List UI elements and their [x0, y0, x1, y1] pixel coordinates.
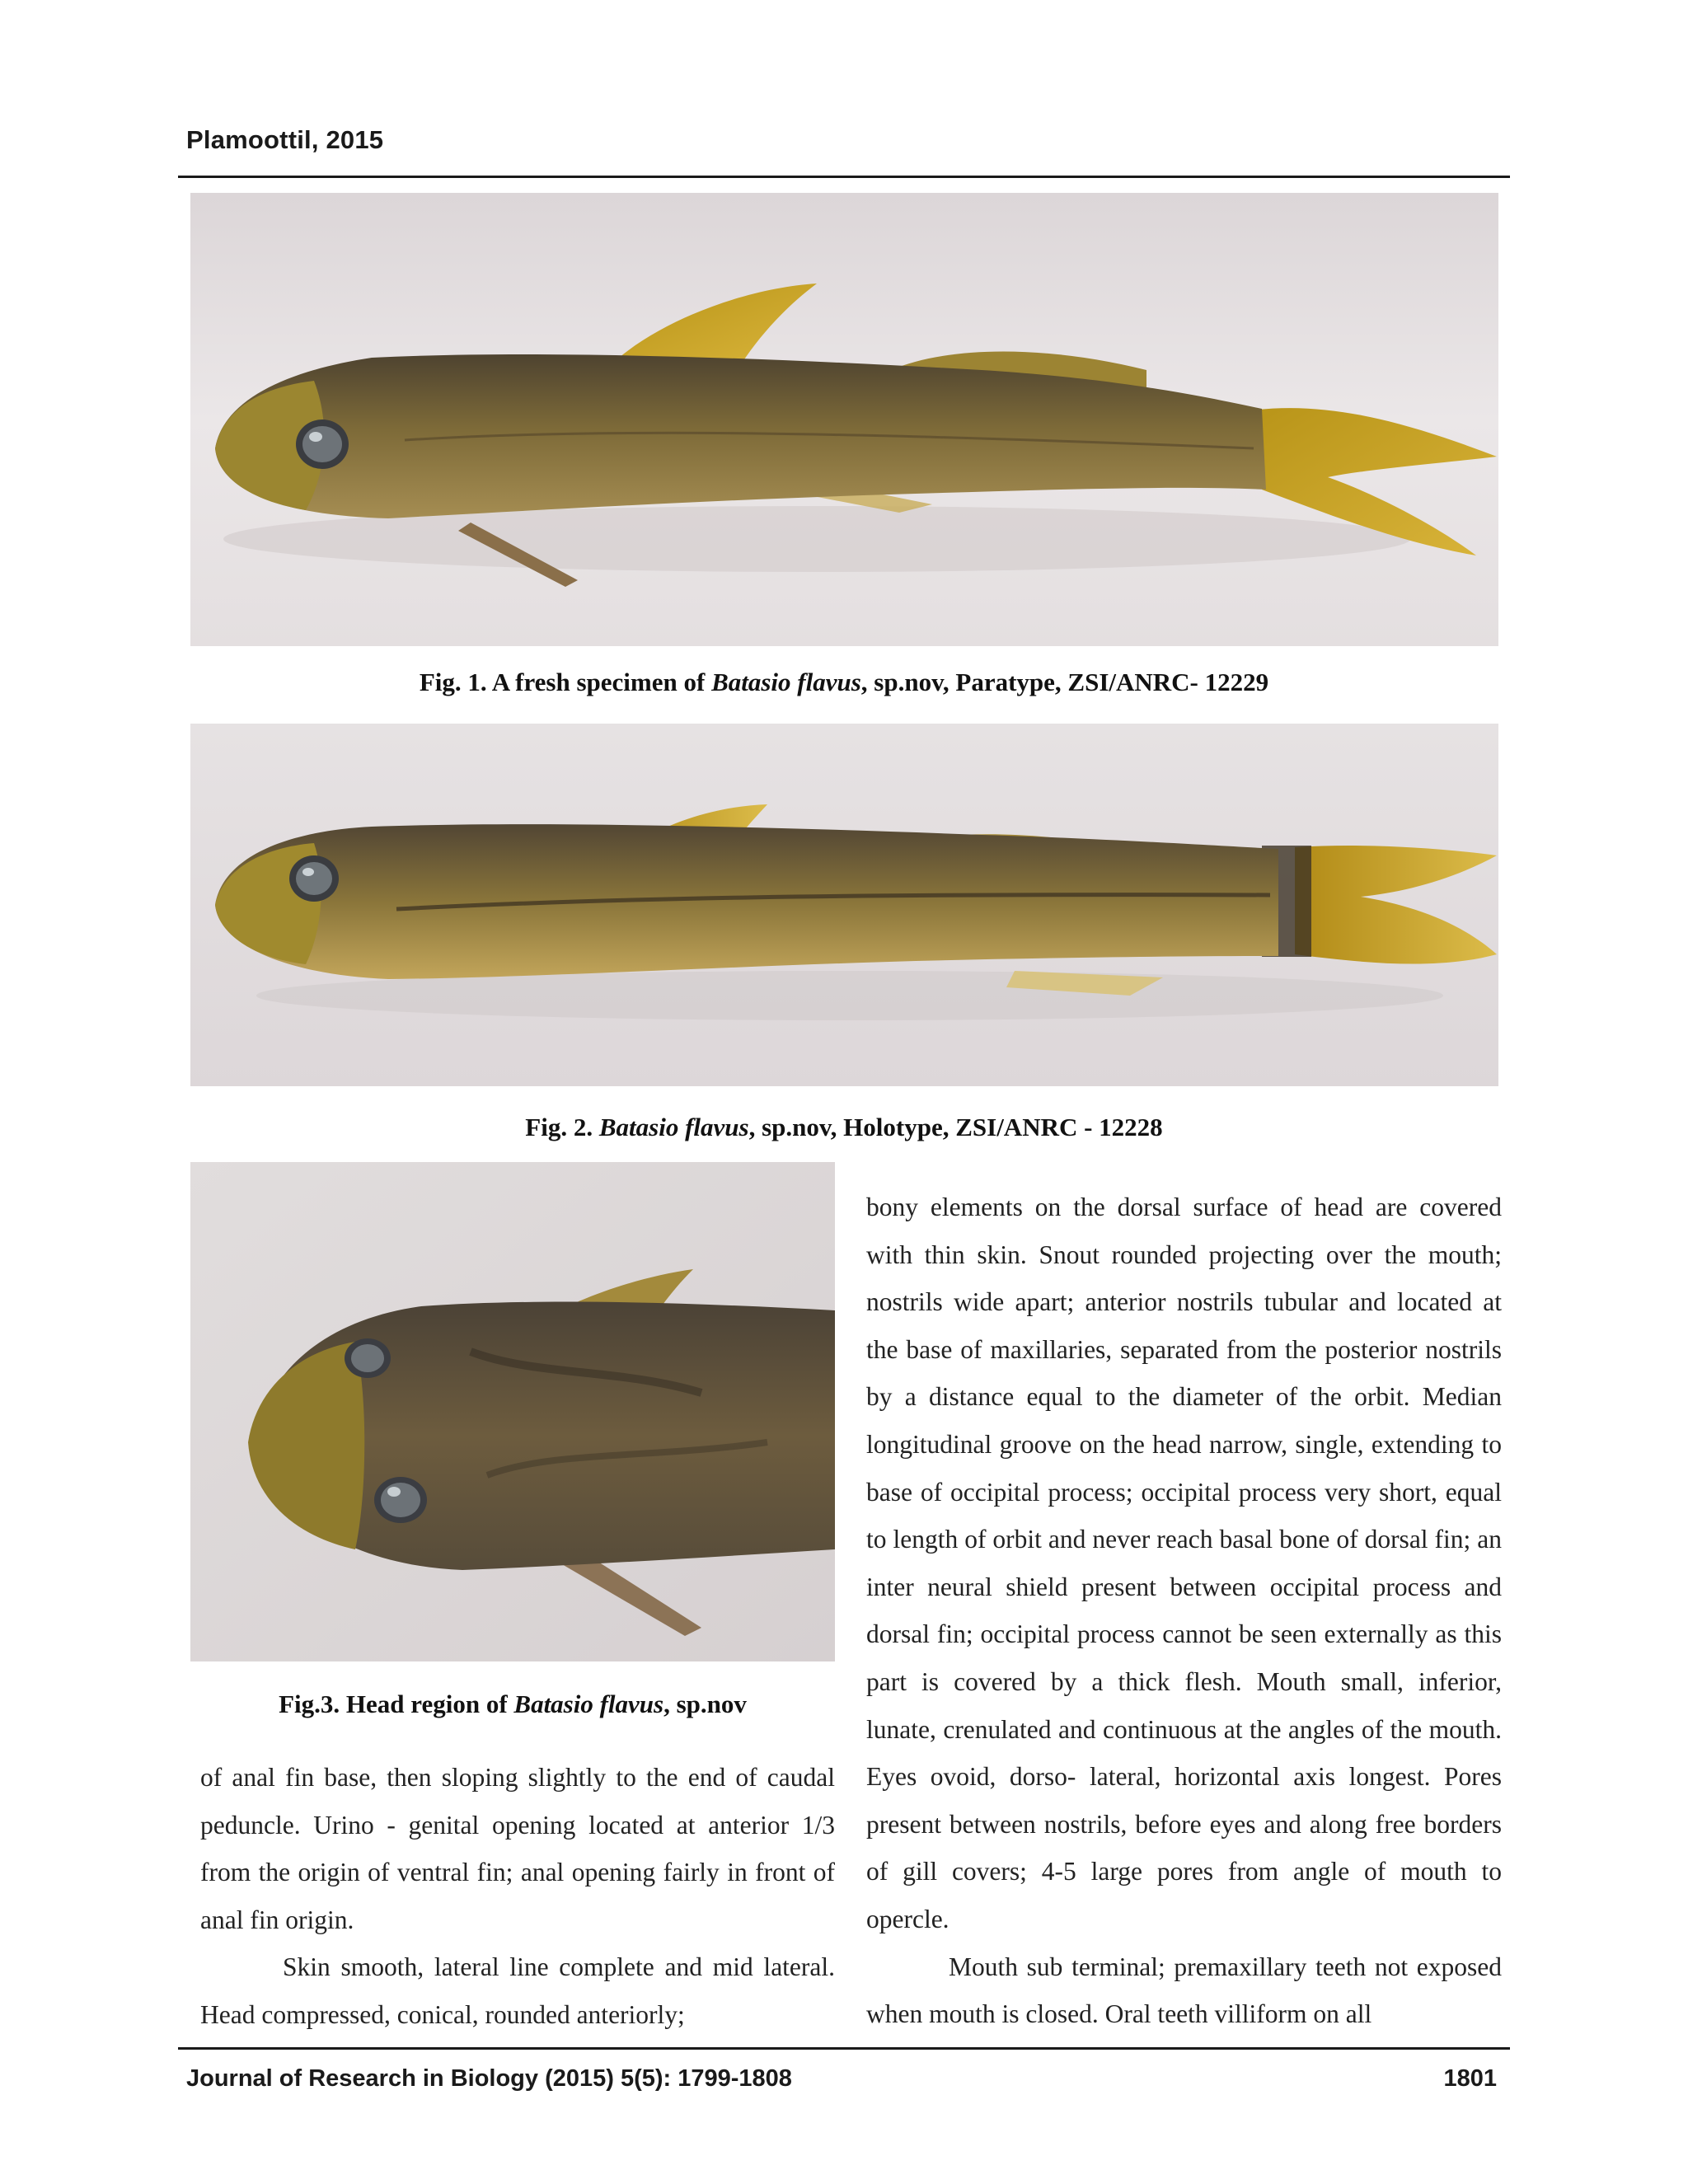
figure-1-photo — [190, 193, 1498, 646]
right-column — [866, 1183, 1502, 2038]
figure-2-photo — [190, 724, 1498, 1086]
paragraph: Skin smooth, lateral line complete and mid lateral. Head compressed, conical, rounded anteriorly; — [200, 1952, 835, 2029]
figure-3-species: Batasio flavus — [513, 1690, 664, 1718]
paragraph: bony elements on the dorsal surface of head are covered with thin skin. Snout rounded projecting over the mouth; nostrils wide apart; anterior nostrils tubular and located at the base of maxillaries, separated from the posterior nostrils by a distance equal to the diameter of the orbit. Median longitudinal groove on the head narrow, single, extending to base of occipital process; occipital process very short, equal to length of orbit and never reach basal bone of dorsal fin; an inter neural shield present between occipital process and dorsal fin; occipital process cannot be seen externally as this part is covered by a thick flesh. Mouth small, inferior, lunate, crenulated and continuous at the angles of the mouth. Eyes ovoid, dorso- lateral, horizontal axis longest. Pores present between nostrils, before eyes and along free borders of gill covers; 4-5 large pores from angle of mouth to opercle. — [866, 1193, 1502, 1933]
paragraph: Mouth sub terminal; premaxillary teeth not exposed when mouth is closed. Oral teeth villiform on all — [866, 1952, 1502, 2029]
figure-2-species: Batasio flavus — [598, 1113, 749, 1141]
figure-2-caption — [0, 1113, 1688, 1142]
footer-journal-citation: Journal of Research in Biology (2015) 5(5): 1799-1808 — [186, 2065, 792, 2092]
page-number: 1801 — [1443, 2065, 1497, 2092]
figure-3-caption-post: , sp.nov — [663, 1690, 747, 1718]
figure-3-photo — [190, 1162, 835, 1661]
footer-rule — [178, 2047, 1510, 2050]
figure-2-label: Fig. 2. — [525, 1113, 593, 1141]
paragraph: of anal fin base, then sloping slightly to the end of caudal peduncle. Urino - genital opening located at anterior 1/3 from the origin of ventral fin; anal opening fairly in front of anal fin origin. — [200, 1763, 835, 1934]
figure-3-label: Fig.3 — [279, 1690, 334, 1718]
running-head: Plamoottil, 2015 — [186, 125, 384, 154]
figure-1-caption: Fig. 1. A fresh specimen of Batasio flavus, sp.nov, Paratype, ZSI/ANRC- 12229 — [419, 668, 1269, 696]
figure-1-species: Batasio flavus — [711, 668, 861, 696]
figure-1-label: Fig. 1 — [419, 668, 481, 696]
figure-1-caption-pre: A fresh specimen of — [491, 668, 712, 696]
header-rule — [178, 176, 1510, 178]
figure-3-caption: Fig.3. Head region of Batasio flavus, sp.nov — [279, 1690, 747, 1718]
figure-1-caption-post: , sp.nov, Paratype, ZSI/ANRC- 12229 — [860, 668, 1269, 696]
figure-3-caption-pre: Head region of — [345, 1690, 514, 1718]
figure-2-caption-post: , sp.nov, Holotype, ZSI/ANRC - 12228 — [748, 1113, 1163, 1141]
left-column — [200, 1754, 835, 2039]
